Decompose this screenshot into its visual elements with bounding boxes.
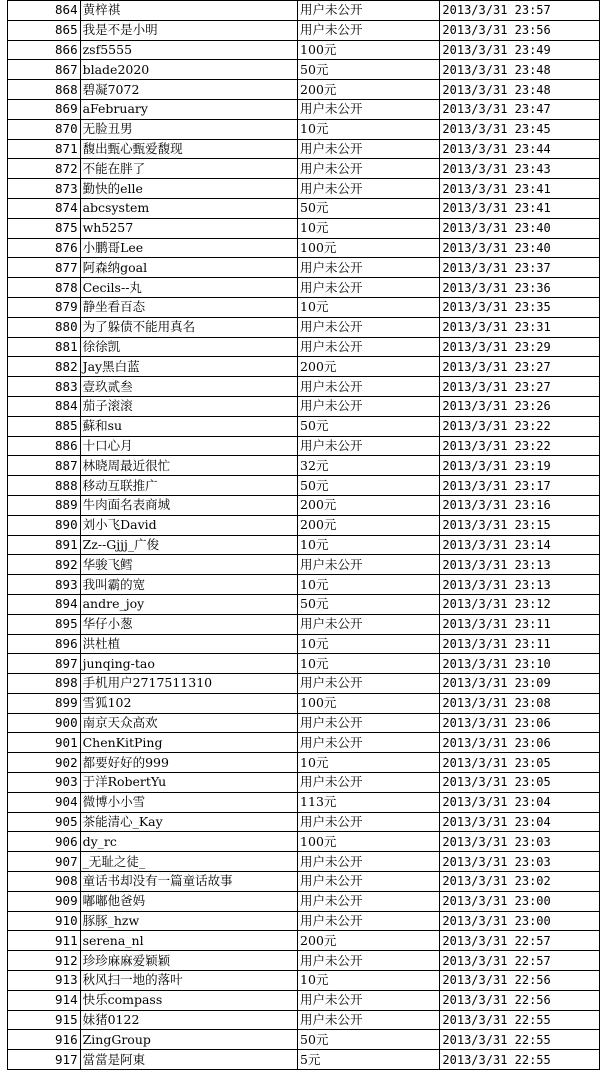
row-number-cell: 906	[8, 832, 81, 852]
timestamp-cell: 2013/3/31 23:41	[440, 179, 600, 199]
table-row	[8, 60, 600, 80]
username-cell: 微博小小雪	[80, 792, 297, 812]
row-number-cell: 875	[8, 218, 81, 238]
amount-cell: 用户未公开	[298, 812, 440, 832]
amount-cell: 用户未公开	[298, 951, 440, 971]
timestamp-cell: 2013/3/31 23:03	[440, 852, 600, 872]
timestamp-cell: 2013/3/31 23:11	[440, 614, 600, 634]
table-row	[8, 951, 600, 971]
row-number-cell: 873	[8, 179, 81, 199]
table-row	[8, 218, 600, 238]
table-row	[8, 753, 600, 773]
table-row	[8, 476, 600, 496]
amount-cell: 用户未公开	[298, 852, 440, 872]
timestamp-cell: 2013/3/31 23:40	[440, 238, 600, 258]
row-number-cell: 899	[8, 693, 81, 713]
row-number-cell: 904	[8, 792, 81, 812]
row-number-cell: 887	[8, 456, 81, 476]
username-cell: serena_nl	[80, 931, 297, 951]
amount-cell: 200元	[298, 931, 440, 951]
timestamp-cell: 2013/3/31 23:35	[440, 297, 600, 317]
username-cell: Zz--Gjjj_广俊	[80, 535, 297, 555]
table-row	[8, 456, 600, 476]
amount-cell: 用户未公开	[298, 139, 440, 159]
amount-cell: 50元	[298, 416, 440, 436]
timestamp-cell: 2013/3/31 23:22	[440, 416, 600, 436]
row-number-cell: 917	[8, 1050, 81, 1070]
row-number-cell: 913	[8, 971, 81, 991]
row-number-cell: 884	[8, 396, 81, 416]
timestamp-cell: 2013/3/31 23:00	[440, 891, 600, 911]
username-cell: 珍珍麻麻爱颖颖	[80, 951, 297, 971]
timestamp-cell: 2013/3/31 23:48	[440, 60, 600, 80]
table-row	[8, 852, 600, 872]
row-number-cell: 894	[8, 594, 81, 614]
amount-cell: 用户未公开	[298, 159, 440, 179]
timestamp-cell: 2013/3/31 23:06	[440, 713, 600, 733]
timestamp-cell: 2013/3/31 23:16	[440, 495, 600, 515]
table-row	[8, 377, 600, 397]
row-number-cell: 896	[8, 634, 81, 654]
row-number-cell: 890	[8, 515, 81, 535]
table-row	[8, 337, 600, 357]
timestamp-cell: 2013/3/31 23:04	[440, 792, 600, 812]
username-cell: 手机用户2717511310	[80, 674, 297, 694]
username-cell: 华仔小葱	[80, 614, 297, 634]
table-row	[8, 495, 600, 515]
row-number-cell: 893	[8, 575, 81, 595]
amount-cell: 用户未公开	[298, 674, 440, 694]
timestamp-cell: 2013/3/31 23:15	[440, 515, 600, 535]
amount-cell: 用户未公开	[298, 773, 440, 793]
amount-cell: 200元	[298, 80, 440, 100]
row-number-cell: 869	[8, 99, 81, 119]
timestamp-cell: 2013/3/31 23:43	[440, 159, 600, 179]
username-cell: 徐徐凯	[80, 337, 297, 357]
table-row	[8, 535, 600, 555]
username-cell: 黄梓祺	[80, 1, 297, 21]
username-cell: wh5257	[80, 218, 297, 238]
row-number-cell: 881	[8, 337, 81, 357]
row-number-cell: 871	[8, 139, 81, 159]
amount-cell: 用户未公开	[298, 278, 440, 298]
row-number-cell: 891	[8, 535, 81, 555]
amount-cell: 50元	[298, 594, 440, 614]
timestamp-cell: 2013/3/31 23:22	[440, 436, 600, 456]
username-cell: 林晓周最近很忙	[80, 456, 297, 476]
timestamp-cell: 2013/3/31 23:00	[440, 911, 600, 931]
username-cell: 我叫霸的宽	[80, 575, 297, 595]
amount-cell: 用户未公开	[298, 317, 440, 337]
table-row	[8, 416, 600, 436]
row-number-cell: 911	[8, 931, 81, 951]
username-cell: 壹玖贰叁	[80, 377, 297, 397]
username-cell: ZingGroup	[80, 1030, 297, 1050]
row-number-cell: 872	[8, 159, 81, 179]
table-row	[8, 1010, 600, 1030]
row-number-cell: 889	[8, 495, 81, 515]
table-row	[8, 238, 600, 258]
table-row	[8, 594, 600, 614]
timestamp-cell: 2013/3/31 23:47	[440, 99, 600, 119]
timestamp-cell: 2013/3/31 23:19	[440, 456, 600, 476]
row-number-cell: 886	[8, 436, 81, 456]
username-cell: 快乐compass	[80, 990, 297, 1010]
table-row	[8, 1, 600, 21]
amount-cell: 用户未公开	[298, 99, 440, 119]
amount-cell: 用户未公开	[298, 733, 440, 753]
amount-cell: 100元	[298, 238, 440, 258]
timestamp-cell: 2013/3/31 23:48	[440, 80, 600, 100]
table-row	[8, 119, 600, 139]
amount-cell: 10元	[298, 971, 440, 991]
row-number-cell: 908	[8, 872, 81, 892]
row-number-cell: 909	[8, 891, 81, 911]
row-number-cell: 912	[8, 951, 81, 971]
amount-cell: 用户未公开	[298, 436, 440, 456]
row-number-cell: 870	[8, 119, 81, 139]
row-number-cell: 888	[8, 476, 81, 496]
amount-cell: 100元	[298, 832, 440, 852]
row-number-cell: 882	[8, 357, 81, 377]
username-cell: zsf5555	[80, 40, 297, 60]
row-number-cell: 868	[8, 80, 81, 100]
username-cell: 碧凝7072	[80, 80, 297, 100]
timestamp-cell: 2013/3/31 23:27	[440, 357, 600, 377]
timestamp-cell: 2013/3/31 22:55	[440, 1050, 600, 1070]
timestamp-cell: 2013/3/31 23:05	[440, 773, 600, 793]
table-row	[8, 258, 600, 278]
row-number-cell: 874	[8, 198, 81, 218]
donation-table	[7, 0, 600, 1070]
amount-cell: 10元	[298, 218, 440, 238]
amount-cell: 用户未公开	[298, 872, 440, 892]
row-number-cell: 878	[8, 278, 81, 298]
timestamp-cell: 2013/3/31 23:40	[440, 218, 600, 238]
username-cell: _无耻之徒_	[80, 852, 297, 872]
amount-cell: 10元	[298, 634, 440, 654]
row-number-cell: 897	[8, 654, 81, 674]
username-cell: 茄子滚滚	[80, 396, 297, 416]
timestamp-cell: 2013/3/31 23:11	[440, 634, 600, 654]
timestamp-cell: 2013/3/31 23:29	[440, 337, 600, 357]
table-row	[8, 278, 600, 298]
timestamp-cell: 2013/3/31 23:56	[440, 20, 600, 40]
timestamp-cell: 2013/3/31 23:27	[440, 377, 600, 397]
table-row	[8, 179, 600, 199]
amount-cell: 用户未公开	[298, 990, 440, 1010]
row-number-cell: 880	[8, 317, 81, 337]
table-row	[8, 634, 600, 654]
amount-cell: 50元	[298, 1030, 440, 1050]
row-number-cell: 866	[8, 40, 81, 60]
timestamp-cell: 2013/3/31 23:06	[440, 733, 600, 753]
username-cell: aFebruary	[80, 99, 297, 119]
username-cell: 为了躲债不能用真名	[80, 317, 297, 337]
username-cell: abcsystem	[80, 198, 297, 218]
timestamp-cell: 2013/3/31 23:37	[440, 258, 600, 278]
timestamp-cell: 2013/3/31 23:36	[440, 278, 600, 298]
amount-cell: 用户未公开	[298, 1010, 440, 1030]
username-cell: 南京天众高欢	[80, 713, 297, 733]
table-row	[8, 614, 600, 634]
table-row	[8, 357, 600, 377]
row-number-cell: 876	[8, 238, 81, 258]
row-number-cell: 900	[8, 713, 81, 733]
timestamp-cell: 2013/3/31 23:49	[440, 40, 600, 60]
amount-cell: 200元	[298, 357, 440, 377]
username-cell: andre_joy	[80, 594, 297, 614]
row-number-cell: 901	[8, 733, 81, 753]
table-row	[8, 297, 600, 317]
amount-cell: 10元	[298, 535, 440, 555]
username-cell: 馥出甄心甄爱馥现	[80, 139, 297, 159]
amount-cell: 200元	[298, 515, 440, 535]
table-row	[8, 159, 600, 179]
timestamp-cell: 2013/3/31 22:56	[440, 990, 600, 1010]
timestamp-cell: 2013/3/31 22:57	[440, 931, 600, 951]
amount-cell: 用户未公开	[298, 1, 440, 21]
row-number-cell: 879	[8, 297, 81, 317]
table-row	[8, 1050, 600, 1070]
username-cell: 移动互联推广	[80, 476, 297, 496]
username-cell: 妹猪0122	[80, 1010, 297, 1030]
timestamp-cell: 2013/3/31 23:41	[440, 198, 600, 218]
username-cell: 牛肉面名表商城	[80, 495, 297, 515]
row-number-cell: 864	[8, 1, 81, 21]
timestamp-cell: 2013/3/31 23:45	[440, 119, 600, 139]
username-cell: ChenKitPing	[80, 733, 297, 753]
username-cell: blade2020	[80, 60, 297, 80]
table-row	[8, 971, 600, 991]
timestamp-cell: 2013/3/31 22:55	[440, 1010, 600, 1030]
amount-cell: 50元	[298, 60, 440, 80]
row-number-cell: 915	[8, 1010, 81, 1030]
amount-cell: 200元	[298, 495, 440, 515]
username-cell: 嘟嘟他爸妈	[80, 891, 297, 911]
username-cell: Cecils--丸	[80, 278, 297, 298]
timestamp-cell: 2013/3/31 22:56	[440, 971, 600, 991]
table-row	[8, 575, 600, 595]
username-cell: 于洋RobertYu	[80, 773, 297, 793]
row-number-cell: 907	[8, 852, 81, 872]
amount-cell: 10元	[298, 297, 440, 317]
timestamp-cell: 2013/3/31 23:17	[440, 476, 600, 496]
row-number-cell: 903	[8, 773, 81, 793]
amount-cell: 10元	[298, 654, 440, 674]
table-row	[8, 693, 600, 713]
username-cell: 无脸丑男	[80, 119, 297, 139]
amount-cell: 10元	[298, 575, 440, 595]
row-number-cell: 916	[8, 1030, 81, 1050]
table-row	[8, 80, 600, 100]
timestamp-cell: 2013/3/31 23:44	[440, 139, 600, 159]
timestamp-cell: 2013/3/31 23:57	[440, 1, 600, 21]
row-number-cell: 914	[8, 990, 81, 1010]
table-row	[8, 198, 600, 218]
amount-cell: 50元	[298, 476, 440, 496]
username-cell: 十口心月	[80, 436, 297, 456]
table-body	[8, 1, 600, 1070]
timestamp-cell: 2013/3/31 23:09	[440, 674, 600, 694]
username-cell: 蘇和su	[80, 416, 297, 436]
amount-cell: 用户未公开	[298, 20, 440, 40]
timestamp-cell: 2013/3/31 23:14	[440, 535, 600, 555]
table-row	[8, 931, 600, 951]
timestamp-cell: 2013/3/31 23:08	[440, 693, 600, 713]
timestamp-cell: 2013/3/31 23:02	[440, 872, 600, 892]
amount-cell: 100元	[298, 40, 440, 60]
table-row	[8, 20, 600, 40]
username-cell: 静坐看百态	[80, 297, 297, 317]
amount-cell: 用户未公开	[298, 713, 440, 733]
table-row	[8, 872, 600, 892]
row-number-cell: 898	[8, 674, 81, 694]
amount-cell: 用户未公开	[298, 377, 440, 397]
username-cell: 豚豚_hzw	[80, 911, 297, 931]
table-row	[8, 1030, 600, 1050]
username-cell: junqing-tao	[80, 654, 297, 674]
amount-cell: 用户未公开	[298, 337, 440, 357]
amount-cell: 用户未公开	[298, 396, 440, 416]
amount-cell: 用户未公开	[298, 179, 440, 199]
timestamp-cell: 2013/3/31 23:03	[440, 832, 600, 852]
amount-cell: 100元	[298, 693, 440, 713]
row-number-cell: 902	[8, 753, 81, 773]
amount-cell: 10元	[298, 753, 440, 773]
amount-cell: 用户未公开	[298, 614, 440, 634]
timestamp-cell: 2013/3/31 22:55	[440, 1030, 600, 1050]
username-cell: 刘小飞David	[80, 515, 297, 535]
table-row	[8, 832, 600, 852]
username-cell: 不能在胖了	[80, 159, 297, 179]
username-cell: 我是不是小明	[80, 20, 297, 40]
timestamp-cell: 2013/3/31 23:31	[440, 317, 600, 337]
amount-cell: 用户未公开	[298, 555, 440, 575]
username-cell: 當當是阿東	[80, 1050, 297, 1070]
timestamp-cell: 2013/3/31 22:57	[440, 951, 600, 971]
row-number-cell: 910	[8, 911, 81, 931]
timestamp-cell: 2013/3/31 23:05	[440, 753, 600, 773]
username-cell: 童话书却没有一篇童话故事	[80, 872, 297, 892]
row-number-cell: 867	[8, 60, 81, 80]
table-row	[8, 812, 600, 832]
username-cell: 雪狐102	[80, 693, 297, 713]
timestamp-cell: 2013/3/31 23:10	[440, 654, 600, 674]
amount-cell: 10元	[298, 119, 440, 139]
timestamp-cell: 2013/3/31 23:04	[440, 812, 600, 832]
table-row	[8, 990, 600, 1010]
table-row	[8, 713, 600, 733]
username-cell: 都要好好的999	[80, 753, 297, 773]
table-row	[8, 317, 600, 337]
timestamp-cell: 2013/3/31 23:13	[440, 555, 600, 575]
table-row	[8, 773, 600, 793]
table-row	[8, 911, 600, 931]
table-row	[8, 40, 600, 60]
timestamp-cell: 2013/3/31 23:13	[440, 575, 600, 595]
amount-cell: 用户未公开	[298, 911, 440, 931]
table-row	[8, 674, 600, 694]
amount-cell: 用户未公开	[298, 891, 440, 911]
table-row	[8, 99, 600, 119]
row-number-cell: 883	[8, 377, 81, 397]
timestamp-cell: 2013/3/31 23:12	[440, 594, 600, 614]
table-row	[8, 891, 600, 911]
username-cell: 洪杜植	[80, 634, 297, 654]
table-row	[8, 139, 600, 159]
username-cell: Jay黑白蓝	[80, 357, 297, 377]
table-row	[8, 792, 600, 812]
amount-cell: 50元	[298, 198, 440, 218]
table-row	[8, 436, 600, 456]
row-number-cell: 877	[8, 258, 81, 278]
row-number-cell: 865	[8, 20, 81, 40]
row-number-cell: 905	[8, 812, 81, 832]
amount-cell: 113元	[298, 792, 440, 812]
table-row	[8, 515, 600, 535]
username-cell: 阿森纳goal	[80, 258, 297, 278]
amount-cell: 32元	[298, 456, 440, 476]
username-cell: 小鹏哥Lee	[80, 238, 297, 258]
username-cell: 秋风扫一地的落叶	[80, 971, 297, 991]
table-row	[8, 733, 600, 753]
table-row	[8, 396, 600, 416]
row-number-cell: 892	[8, 555, 81, 575]
amount-cell: 5元	[298, 1050, 440, 1070]
username-cell: 勤快的elle	[80, 179, 297, 199]
table-row	[8, 654, 600, 674]
table-row	[8, 555, 600, 575]
amount-cell: 用户未公开	[298, 258, 440, 278]
row-number-cell: 895	[8, 614, 81, 634]
timestamp-cell: 2013/3/31 23:26	[440, 396, 600, 416]
username-cell: 华骏飞鳕	[80, 555, 297, 575]
username-cell: 茶能清心_Kay	[80, 812, 297, 832]
username-cell: dy_rc	[80, 832, 297, 852]
row-number-cell: 885	[8, 416, 81, 436]
